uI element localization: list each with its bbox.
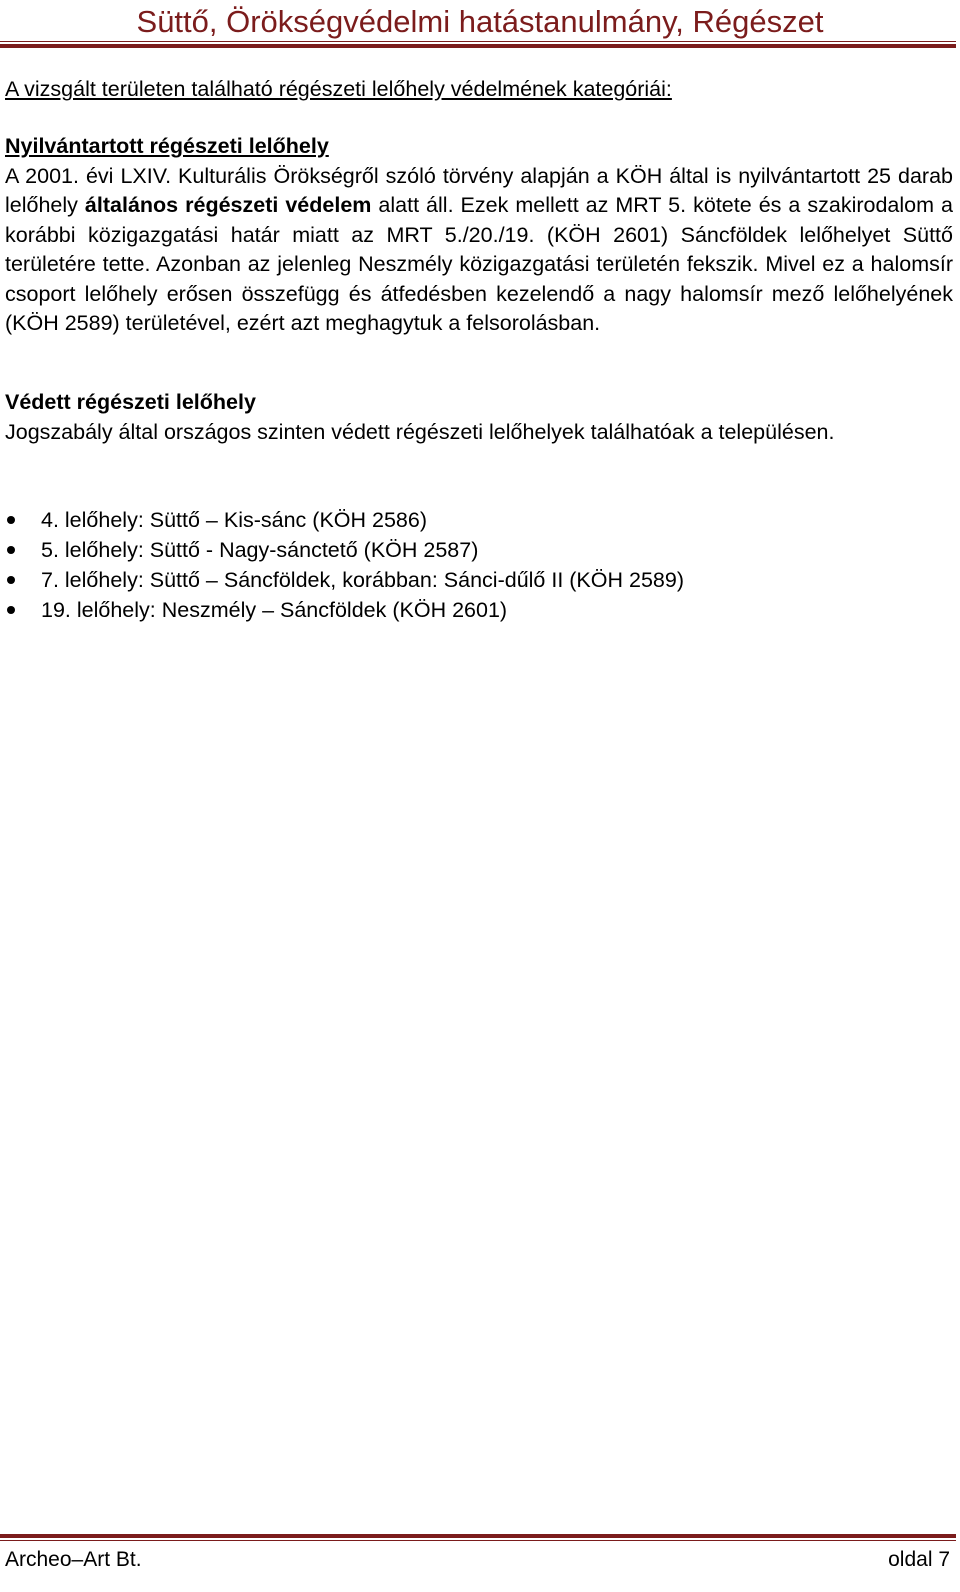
site-list [5,505,684,625]
section-registered-site [5,132,953,339]
footer-divider-thin [0,1540,956,1541]
footer-divider-thick [0,1534,956,1538]
paragraph-text-part2: alatt áll. Ezek mellett az MRT 5. kötete és a szakirodalom a korábbi közigazgatási határ miatt az MRT 5./20./19. (KÖH 2601) Sáncföldek lelőhelyet Süttő területére tette. Azonban az jelenleg Neszmély közigazgatási területén fekszik. Mivel ez a halomsír csoport lelőhely erősen összefügg és átfedésben kezelendő a nagy halomsír mező lelőhelyének (KÖH 2589) területével, ezért azt meghagytuk a felsorolásban. [5,193,953,335]
section-protected-site [5,388,953,447]
intro-heading: A vizsgált területen található régészeti lelőhely védelmének kategóriái: [5,77,672,101]
list-item-text: 5. lelőhely: Süttő - Nagy-sánctető (KÖH 2587) [41,538,479,562]
list-item [5,505,684,535]
section-paragraph-protected: Jogszabály által országos szinten védett régészeti lelőhelyek találhatóak a településen. [5,419,835,444]
footer-company: Archeo–Art Bt. [5,1548,142,1571]
bullet-icon [7,516,15,524]
paragraph-bold-phrase: általános régészeti védelem [84,193,372,217]
list-item-text: 4. lelőhely: Süttő – Kis-sánc (KÖH 2586) [41,508,427,532]
header-divider-thin [0,41,956,42]
paragraph-text-part1: A 2001. évi LXIV. Kulturális Örökségről szóló törvény alapján a KÖH által is nyilvántartott 25 darab lelőhely [5,163,953,217]
list-item [5,535,684,565]
list-item [5,595,684,625]
bullet-icon [7,546,15,554]
document-title: Süttő, Örökségvédelmi hatástanulmány, Régészet [136,4,824,39]
list-item-text: 19. lelőhely: Neszmély – Sáncföldek (KÖH 2601) [41,598,508,622]
section-heading-registered: Nyilvántartott régészeti lelőhely [5,134,329,158]
page-number: oldal 7 [888,1548,950,1571]
page-footer [0,1530,960,1592]
section-paragraph-registered [5,162,953,339]
list-item [5,565,684,595]
bullet-icon [7,606,15,614]
page-header [0,0,960,50]
section-heading-protected: Védett régészeti lelőhely [5,390,256,414]
list-item-text: 7. lelőhely: Süttő – Sáncföldek, korábban: Sánci-dűlő II (KÖH 2589) [41,568,684,592]
bullet-icon [7,576,15,584]
header-divider-thick [0,44,956,48]
